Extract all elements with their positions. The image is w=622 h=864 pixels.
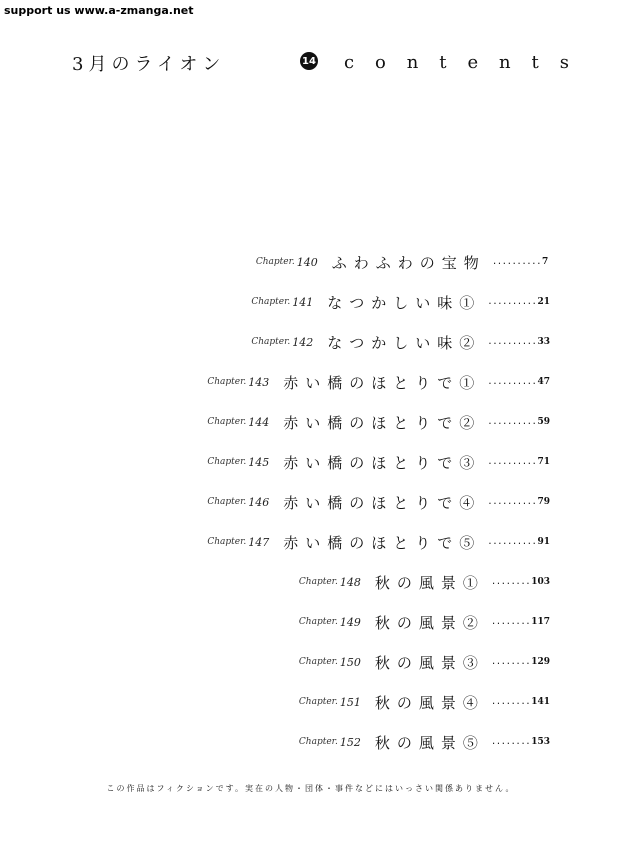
toc-entry[interactable]	[299, 652, 550, 672]
chapter-title: 赤い橋のほとりで②	[283, 413, 482, 432]
chapter-prefix: Chapter.	[298, 577, 338, 587]
leader-dots: ........	[490, 697, 531, 707]
contents-letter: e	[467, 52, 479, 73]
leader-dots: ..........	[487, 497, 537, 507]
chapter-number: 141	[292, 295, 314, 309]
toc-entry[interactable]	[251, 332, 550, 352]
contents-letter: o	[375, 52, 386, 73]
toc-entry[interactable]	[207, 532, 550, 552]
leader-dots: ........	[490, 737, 531, 747]
leader-dots: ..........	[487, 417, 537, 427]
contents-letter: t	[439, 52, 447, 73]
page-number: 79	[537, 497, 550, 507]
leader-dots: ..........	[491, 257, 541, 267]
contents-letter: n	[406, 52, 419, 73]
contents-letter: n	[499, 52, 511, 73]
contents-letter: t	[531, 52, 539, 73]
chapter-number: 142	[292, 335, 314, 349]
chapter-title: ふわふわの宝物	[331, 253, 486, 272]
toc-entry[interactable]	[207, 372, 550, 392]
chapter-number: 148	[339, 575, 361, 589]
leader-dots: ........	[490, 577, 531, 587]
page-number: 117	[531, 617, 550, 627]
chapter-title: 赤い橋のほとりで③	[283, 453, 482, 472]
chapter-title: 赤い橋のほとりで⑤	[283, 533, 482, 552]
watermark-text: support us www.a-zmanga.net	[4, 4, 194, 17]
chapter-number: 152	[339, 735, 361, 749]
chapter-number: 149	[339, 615, 361, 629]
chapter-title: なつかしい味①	[327, 293, 482, 312]
page-number: 59	[537, 417, 550, 427]
toc-entry[interactable]	[299, 572, 550, 592]
toc-entry[interactable]	[207, 452, 550, 472]
volume-badge: 14	[300, 52, 318, 70]
contents-letter: c	[344, 52, 355, 73]
chapter-title: なつかしい味②	[327, 333, 482, 352]
chapter-title: 赤い橋のほとりで①	[283, 373, 482, 392]
chapter-number: 146	[248, 495, 270, 509]
chapter-prefix: Chapter.	[207, 497, 247, 507]
chapter-prefix: Chapter.	[207, 457, 247, 467]
page-number: 71	[537, 457, 550, 467]
leader-dots: ..........	[487, 337, 537, 347]
chapter-number: 150	[339, 655, 361, 669]
leader-dots: ..........	[487, 377, 537, 387]
chapter-prefix: Chapter.	[298, 657, 338, 667]
toc-entry[interactable]	[299, 692, 550, 712]
page-number: 33	[537, 337, 550, 347]
chapter-title: 秋の風景④	[374, 693, 485, 712]
fiction-disclaimer: この作品はフィクションです。実在の人物・団体・事件などにはいっさい関係ありません。	[106, 784, 516, 793]
contents-letter: s	[559, 52, 569, 73]
toc-entry[interactable]	[207, 492, 550, 512]
chapter-title: 秋の風景③	[374, 653, 485, 672]
page-number: 141	[531, 697, 550, 707]
chapter-title: 赤い橋のほとりで④	[283, 493, 482, 512]
chapter-title: 秋の風景②	[374, 613, 485, 632]
chapter-prefix: Chapter.	[207, 377, 247, 387]
chapter-number: 143	[248, 375, 270, 389]
leader-dots: ........	[490, 657, 531, 667]
chapter-prefix: Chapter.	[251, 297, 291, 307]
chapter-title: 秋の風景①	[374, 573, 485, 592]
chapter-prefix: Chapter.	[207, 417, 247, 427]
chapter-prefix: Chapter.	[255, 257, 295, 267]
page-number: 129	[531, 657, 550, 667]
chapter-number: 147	[248, 535, 270, 549]
toc-entry[interactable]	[251, 292, 550, 312]
page-number: 21	[537, 297, 550, 307]
chapter-prefix: Chapter.	[298, 737, 338, 747]
chapter-prefix: Chapter.	[207, 537, 247, 547]
chapter-number: 144	[248, 415, 270, 429]
page-number: 47	[537, 377, 550, 387]
leader-dots: ..........	[487, 297, 537, 307]
toc-entry[interactable]	[207, 412, 550, 432]
chapter-prefix: Chapter.	[251, 337, 291, 347]
toc-entry[interactable]	[299, 612, 550, 632]
chapter-prefix: Chapter.	[298, 697, 338, 707]
chapter-title: 秋の風景⑤	[374, 733, 485, 752]
page-number: 153	[531, 737, 550, 747]
toc-entry[interactable]	[256, 252, 550, 272]
page-number: 7	[542, 257, 549, 267]
toc-entry[interactable]	[299, 732, 550, 752]
chapter-prefix: Chapter.	[298, 617, 338, 627]
page-number: 91	[537, 537, 550, 547]
leader-dots: ..........	[487, 537, 537, 547]
series-title: 3月のライオン	[72, 54, 226, 75]
leader-dots: ..........	[487, 457, 537, 467]
leader-dots: ........	[490, 617, 531, 627]
chapter-number: 151	[339, 695, 361, 709]
chapter-number: 140	[296, 255, 318, 269]
chapter-number: 145	[248, 455, 270, 469]
page-number: 103	[531, 577, 550, 587]
